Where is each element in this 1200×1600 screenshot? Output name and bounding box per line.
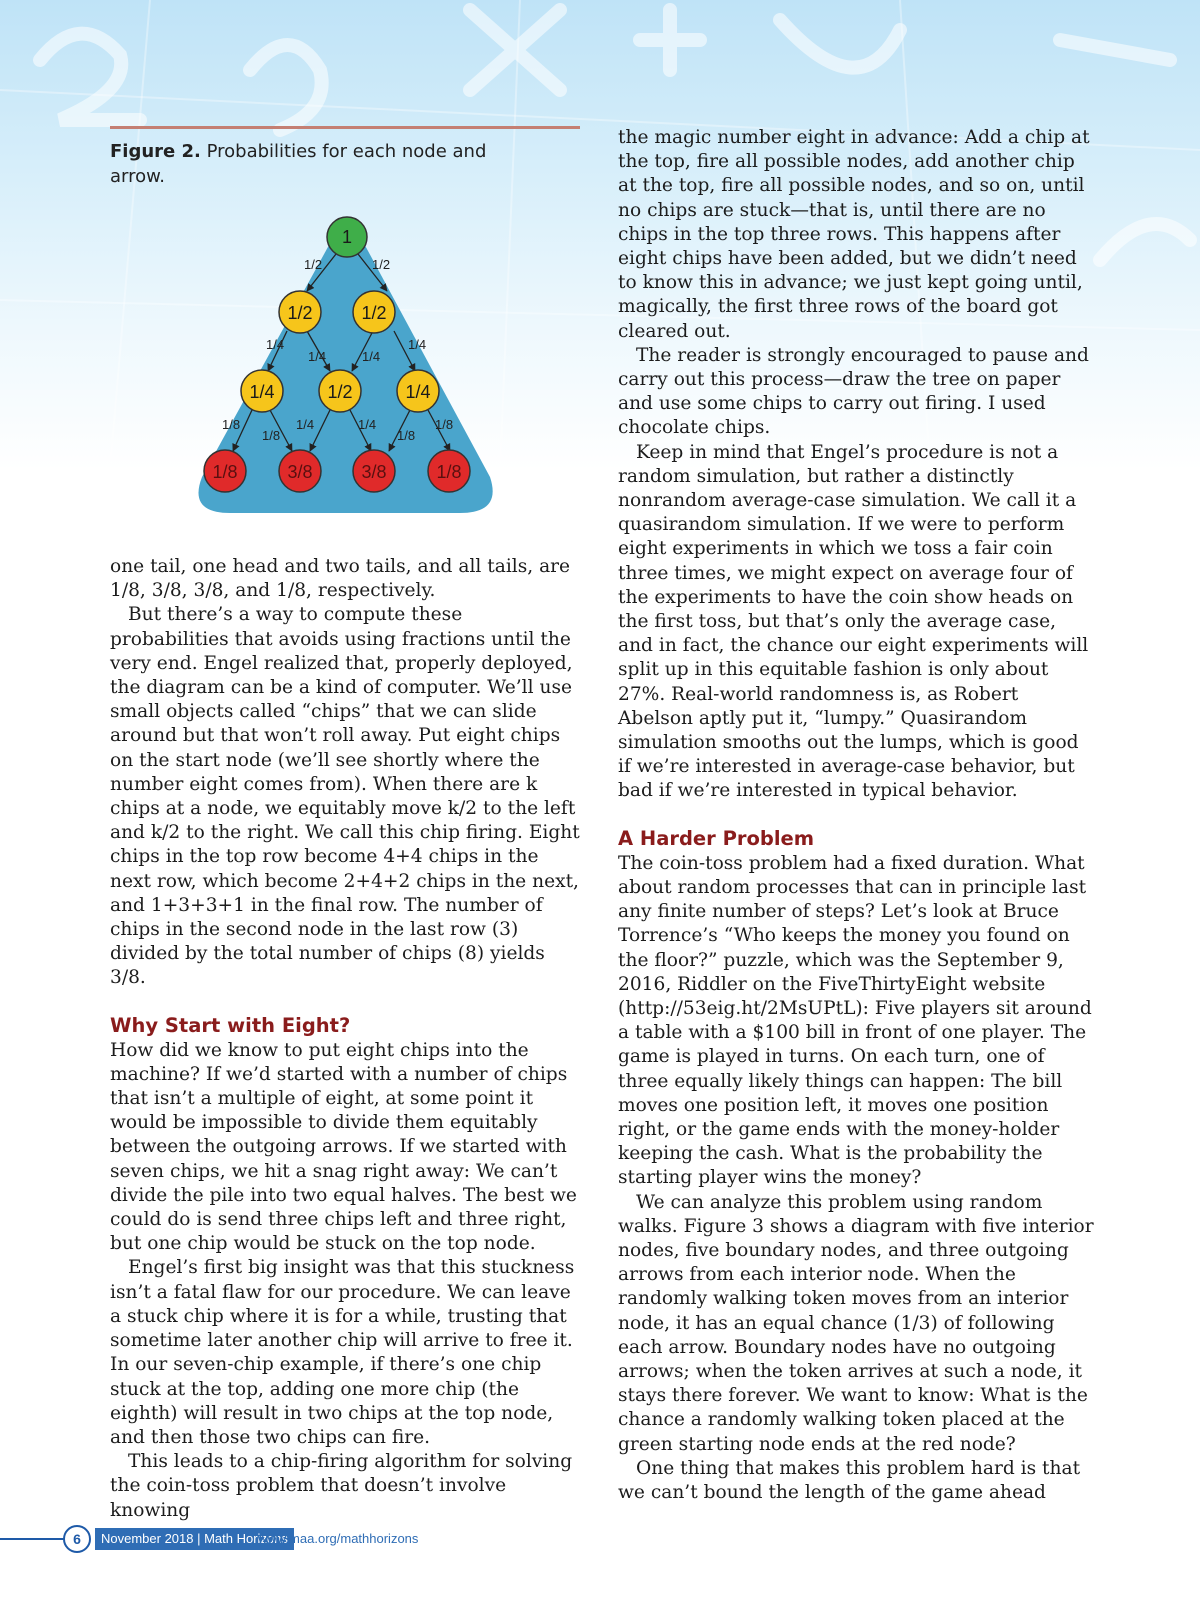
figure-caption-text: Probabilities for each node and arrow. [110,141,487,187]
section-heading: Why Start with Eight? [110,1013,351,1037]
node-label: 3/8 [361,462,387,482]
footer-url[interactable]: www.maa.org/mathhorizons [258,1531,419,1546]
body-paragraph: We can analyze this problem using random walks. Figure 3 shows a diagram with five interior nodes, five boundary nodes, and three outgoing arrows from each interior node. When the randomly walking token moves from an interior node, it has an equal chance (1/3) of following each arrow. Boundary nodes have no outgoing arrows; when the token arrives at such a node, it stays there forever. We want to know: What is the chance a randomly walking token placed at the green starting node ends at the red node? [618,1191,1094,1455]
body-paragraph: This leads to a chip-firing algorithm for solving the coin-toss problem that doesn’t involve knowing [110,1451,573,1521]
arrow-label: 1/2 [304,257,323,272]
body-paragraph: How did we know to put eight chips into the machine? If we’d started with a number of chips that isn’t a multiple of eight, at some point it would be impossible to divide them equitably between the outgoing arrows. If we started with seven chips, we hit a snag right away: We can’t divide the pile into two equal halves. The best we could do is send three chips left and three right, but one chip would be stuck on the top node. [110,1039,577,1255]
arrow-label: 1/8 [222,417,241,432]
arrow-label: 1/8 [435,417,454,432]
body-paragraph: one tail, one head and two tails, and all tails, are 1/8, 3/8, 3/8, and 1/8, respectively. [110,556,571,602]
arrow-label: 1/4 [266,337,285,352]
footer-publication: November 2018 | Math Horizons [95,1528,294,1550]
arrow-label: 1/4 [296,417,315,432]
footer-line [0,1538,70,1540]
arrow-label: 1/8 [262,428,281,443]
node-label: 1/4 [249,382,275,402]
body-paragraph: Engel’s first big insight was that this stuckness isn’t a fatal flaw for our procedure. We can leave a stuck chip where it is for a while, trusting that sometime later another chip will arrive to free it. In our seven-chip example, if there’s one chip stuck at the top, adding one more chip (the eighth) will result in two chips at the top node, and then those two chips can fire. [110,1257,575,1448]
right-column [618,126,1096,1505]
node-label: 1/2 [287,303,313,323]
body-paragraph: The coin-toss problem had a fixed duration. What about random processes that can in principle last any finite number of steps? Let’s look at Bruce Torrence’s “Who keeps the money you found on the floor?” puzzle, which was the September 9, 2016, Riddler on the FiveThirtyEight website (http://53eig.ht/2MsUPtL): Five players sit around a table with a $100 bill in front of one player. The game is played in turns. On each turn, one of three equally likely things can happen: The bill moves one position left, it moves one position right, or the game ends with the money-holder keeping the cash. What is the probability the starting player wins the money? [618,852,1092,1189]
arrow-label: 1/4 [362,349,381,364]
page-footer [0,1524,1200,1554]
left-column [110,126,580,1523]
probability-tree-svg [110,197,580,537]
arrow-label: 1/2 [372,257,391,272]
node-label: 1/2 [361,303,387,323]
body-paragraph: Keep in mind that Engel’s procedure is not a random simulation, but rather a distinctly nonrandom average-case simulation. We call it a quasirandom simulation. If we were to perform eight experiments in which we toss a fair coin three times, we might expect on average four of the experiments to have the coin show heads on the first toss, but that’s only the average case, and in fact, the chance our eight experiments will split up in this equitable fashion is only about 27%. Real-world randomness is, as Robert Abelson aptly put it, “lumpy.” Quasirandom simulation smooths out the lumps, which is good if we’re interested in average-case behavior, but bad if we’re interested in typical behavior. [618,441,1089,802]
figure-caption [110,139,540,189]
node-label: 1/8 [436,462,462,482]
node-label: 1 [341,227,353,247]
probability-tree-figure [110,197,580,537]
body-paragraph: The reader is strongly encouraged to pause and carry out this process—draw the tree on paper and use some chips to carry out firing. I used chocolate chips. [618,344,1089,439]
page-number: 6 [63,1525,91,1553]
node-label: 1/4 [405,382,431,402]
figure-caption-label: Figure 2. [110,141,201,162]
arrow-label: 1/4 [358,417,377,432]
arrow-label: 1/4 [408,337,427,352]
body-paragraph: One thing that makes this problem hard is that we can’t bound the length of the game ahead [618,1457,1081,1503]
body-paragraph: But there’s a way to compute these probabilities that avoids using fractions until the very end. Engel realized that, properly deployed, the diagram can be a kind of computer. We’ll use small objects called “chips” that we can slide around but that won’t roll away. Put eight chips on the start node (we’ll see shortly where the number eight comes from). When there are k chips at a node, we equitably move k/2 to the left and k/2 to the right. We call this chip firing. Eight chips in the top row become 4+4 chips in the next row, which become 2+4+2 chips in the next, and 1+3+3+1 in the final row. The number of chips in the second node in the last row (3) divided by the total number of chips (8) yields 3/8. [110,604,580,989]
arrow-label: 1/8 [397,428,416,443]
node-label: 1/2 [327,382,353,402]
figure-rule [110,126,580,129]
section-heading: A Harder Problem [618,826,815,850]
body-paragraph: the magic number eight in advance: Add a chip at the top, fire all possible nodes, add another chip at the top, fire all possible nodes, and so on, until no chips are stuck—that is, until there are no chips in the top three rows. This happens after eight chips have been added, but we didn’t need to know this in advance; we just kept going until, magically, the first three rows of the board got cleared out. [618,127,1090,342]
arrow-label: 1/4 [308,349,327,364]
node-label: 1/8 [212,462,238,482]
node-label: 3/8 [287,462,313,482]
